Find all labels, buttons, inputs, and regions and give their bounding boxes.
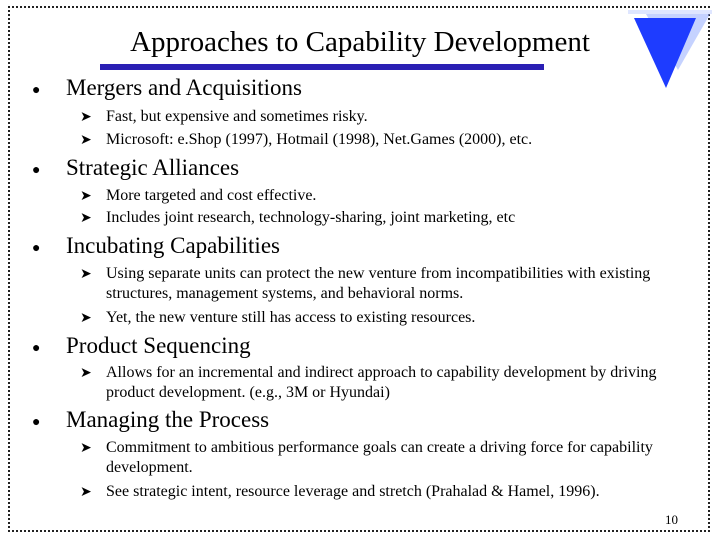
bullet-icon: ● bbox=[32, 341, 41, 356]
section-heading: Strategic Alliances bbox=[66, 155, 240, 180]
arrow-bullet-icon: ➤ bbox=[80, 266, 92, 282]
section-item: More targeted and cost effective. bbox=[106, 187, 317, 204]
section-item: See strategic intent, resource leverage and stretch (Prahalad & Hamel, 1996). bbox=[106, 483, 600, 500]
arrow-bullet-icon: ➤ bbox=[80, 132, 92, 148]
arrow-bullet-icon: ➤ bbox=[80, 484, 92, 500]
bullet-icon: ● bbox=[32, 415, 41, 430]
section-item: Yet, the new venture still has access to existing resources. bbox=[106, 309, 476, 326]
section-heading: Incubating Capabilities bbox=[66, 233, 280, 258]
section-heading: Mergers and Acquisitions bbox=[66, 75, 302, 100]
page-number: 10 bbox=[665, 512, 678, 527]
section-item: Fast, but expensive and sometimes risky. bbox=[106, 108, 368, 125]
section-item: Using separate units can protect the new venture from incompatibilities with existing structures, management systems, and behavioral norms. bbox=[106, 265, 651, 302]
section-heading: Product Sequencing bbox=[66, 333, 251, 358]
bullet-icon: ● bbox=[32, 241, 41, 256]
section-item: Includes joint research, technology-sharing, joint marketing, etc bbox=[106, 209, 516, 226]
arrow-bullet-icon: ➤ bbox=[80, 188, 92, 204]
arrow-bullet-icon: ➤ bbox=[80, 210, 92, 226]
slide-title: Approaches to Capability Development bbox=[130, 26, 590, 58]
bullet-icon: ● bbox=[32, 83, 41, 98]
section-heading: Managing the Process bbox=[66, 407, 270, 432]
arrow-bullet-icon: ➤ bbox=[80, 109, 92, 125]
section-item: Allows for an incremental and indirect approach to capability development by driving product development. (e.g., 3M or Hyundai) bbox=[106, 364, 657, 401]
arrow-bullet-icon: ➤ bbox=[80, 365, 92, 381]
section-item: Commitment to ambitious performance goals can create a driving force for capability development. bbox=[106, 439, 653, 476]
arrow-bullet-icon: ➤ bbox=[80, 310, 92, 326]
section-item: Microsoft: e.Shop (1997), Hotmail (1998), Net.Games (2000), etc. bbox=[106, 131, 533, 148]
bullet-icon: ● bbox=[32, 163, 41, 178]
arrow-bullet-icon: ➤ bbox=[80, 440, 92, 456]
